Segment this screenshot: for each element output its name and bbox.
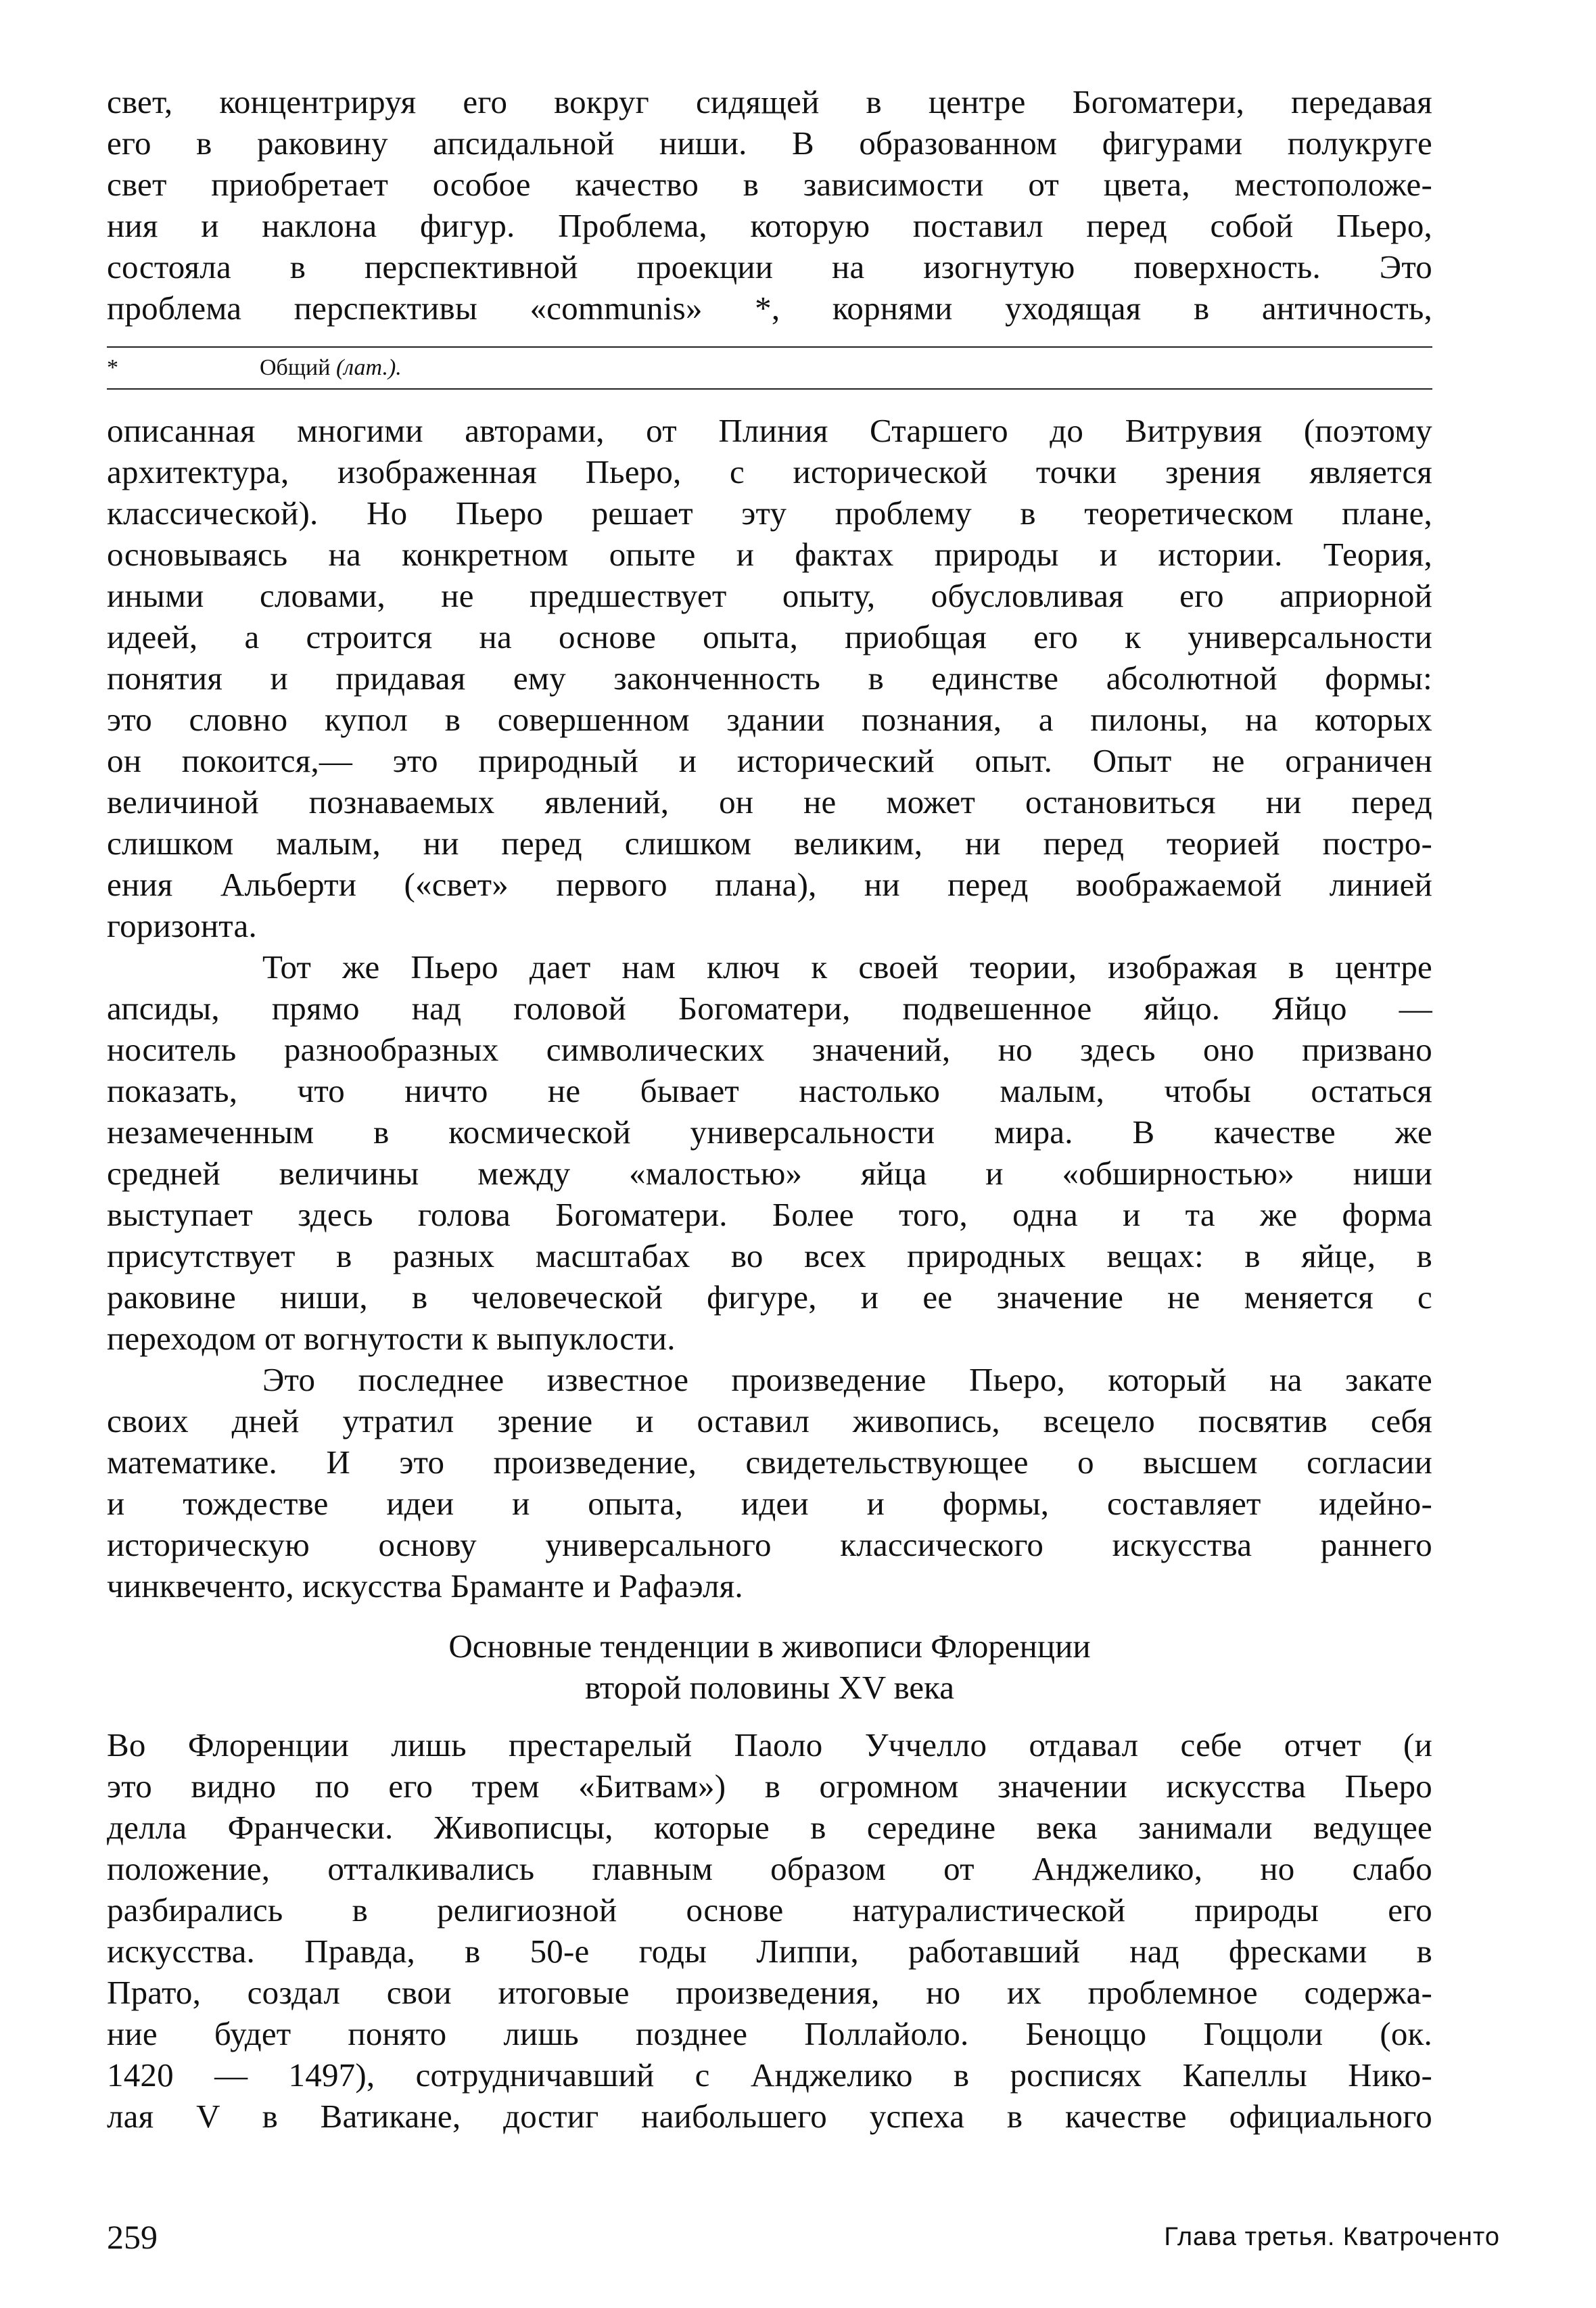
footnote-text [260,348,402,388]
text-line: архитектура, изображенная Пьеро, с исторической точки зрения является [107,453,1432,490]
text-line: его в раковину апсидальной ниши. В образованном фигурами полукруге [107,124,1432,162]
paragraph-2 [107,946,1432,1359]
text-line: свет, концентрируя его вокруг сидящей в центре Богоматери, передавая [107,83,1432,120]
text-line: описанная многими авторами, от Плиния Старшего до Витрувия (поэтому [107,412,1432,449]
text-line: искусства. Правда, в 50-е годы Липпи, работавший над фресками в [107,1933,1432,1970]
section-heading-line-2: второй половины XV века [585,1669,954,1706]
text-line: классической). Но Пьеро решает эту проблему в теоретическом плане, [107,494,1432,532]
text-line: ния и наклона фигур. Проблема, которую поставил перед собой Пьеро, [107,207,1432,244]
text-line: горизонта. [107,907,257,944]
text-line: это словно купол в совершенном здании познания, а пилоны, на которых [107,701,1432,738]
footnote [107,348,1432,388]
text-line: иными словами, не предшествует опыту, обусловливая его априорной [107,577,1432,614]
text-line: ения Альберти («свет» первого плана), ни перед воображаемой линией [107,866,1432,903]
text-line: носитель разнообразных символических значений, но здесь оно призвано [107,1031,1432,1068]
text-line: выступает здесь голова Богоматери. Более того, одна и та же форма [107,1196,1432,1233]
text-line: свет приобретает особое качество в зависимости от цвета, местоположе- [107,166,1432,203]
text-line: математике. И это произведение, свидетельствующее о высшем согласии [107,1444,1432,1481]
book-page [107,81,1432,2259]
text-line: величиной познаваемых явлений, он не может остановиться ни перед [107,783,1432,821]
text-line: 1420 — 1497), сотрудничавший с Анджелико в росписях Капеллы Нико- [107,2056,1432,2094]
text-line: положение, отталкивались главным образом от Анджелико, но слабо [107,1850,1432,1887]
text-line: основываясь на конкретном опыте и фактах природы и истории. Теория, [107,536,1432,573]
text-line: присутствует в разных масштабах во всех природных вещах: в яйце, в [107,1237,1432,1274]
page-footer [107,2217,1500,2258]
text-line: проблема перспективы «communis» *, корнями уходящая в античность, [107,290,1432,327]
section-heading [107,1625,1432,1708]
text-line: переходом от вогнутости к выпуклости. [107,1320,676,1357]
text-line: разбирались в религиозной основе натуралистической природы его [107,1891,1432,1929]
text-line: Во Флоренции лишь престарелый Паоло Уччелло отдавал себе отчет (и [107,1726,1432,1763]
text-line: средней величины между «малостью» яйца и «обширностью» ниши [107,1155,1432,1192]
text-line: понятия и придавая ему законченность в единстве абсолютной формы: [107,660,1432,697]
footnote-marker: * [107,355,118,380]
text-line: незамеченным в космической универсальности мира. В качестве же [107,1113,1432,1151]
text-line: идеей, а строится на основе опыта, приобщая его к универсальности [107,618,1432,655]
section-heading-line-1: Основные тенденции в живописи Флоренции [448,1628,1091,1665]
text-line: показать, что ничто не бывает настолько малым, чтобы остаться [107,1072,1432,1109]
text-line: состояла в перспективной проекции на изогнутую поверхность. Это [107,248,1432,285]
text-line: раковине ниши, в человеческой фигуре, и ее значение не меняется с [107,1278,1432,1316]
text-line: и тождестве идеи и опыта, идеи и формы, составляет идейно- [107,1485,1432,1522]
text-line: ние будет понято лишь позднее Поллайоло. Беноццо Гоццоли (ок. [107,2015,1432,2052]
text-line: делла Франчески. Живописцы, которые в середине века занимали ведущее [107,1809,1432,1846]
paragraph-1 [107,410,1432,946]
text-line: он покоится,— это природный и исторический опыт. Опыт не ограничен [107,742,1432,779]
text-line: своих дней утратил зрение и оставил живопись, всецело посвятив себя [107,1402,1432,1439]
text-line: это видно по его трем «Битвам») в огромном значении искусства Пьеро [107,1768,1432,1805]
footnote-rule-bottom [107,388,1432,390]
top-paragraph [107,81,1432,329]
paragraph-4 [107,1724,1432,2137]
footnote-block [107,346,1432,390]
page-number: 259 [107,2218,158,2256]
text-line: Тот же Пьеро дает нам ключ к своей теории, изображая в центре [262,948,1432,986]
text-line: лая V в Ватикане, достиг наибольшего успеха в качестве официального [107,2098,1432,2135]
text-line: Это последнее известное произведение Пьеро, который на закате [262,1361,1432,1398]
footnote-abbreviation: (лат.). [335,355,402,380]
text-line: чинквеченто, искусства Браманте и Рафаэля. [107,1567,743,1605]
text-line: Прато, создал свои итоговые произведения, но их проблемное содержа- [107,1974,1432,2011]
running-title: Глава третья. Кватроченто [1164,2223,1500,2251]
paragraph-3 [107,1359,1432,1607]
text-line: слишком малым, ни перед слишком великим, ни перед теорией постро- [107,825,1432,862]
footnote-word: Общий [260,355,331,380]
text-line: историческую основу универсального классического искусства раннего [107,1526,1432,1563]
text-line: апсиды, прямо над головой Богоматери, подвешенное яйцо. Яйцо — [107,990,1432,1027]
